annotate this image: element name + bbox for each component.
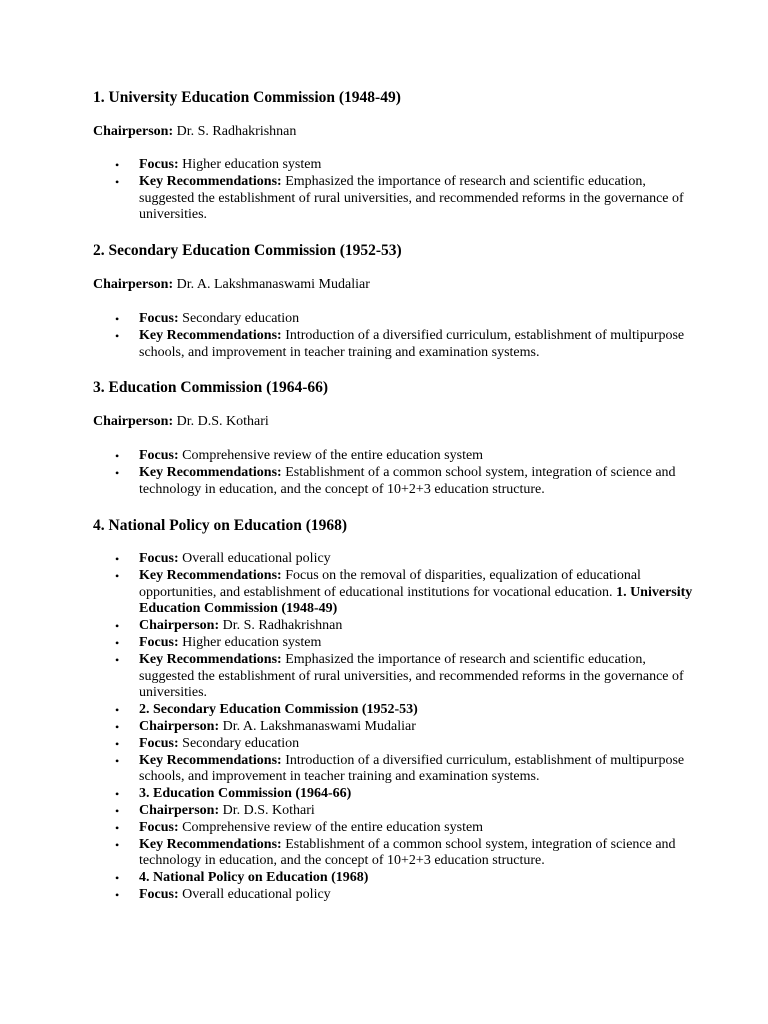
item-text: Dr. S. Radhakrishnan <box>219 618 343 634</box>
chairperson-label: Chairperson: <box>93 277 174 292</box>
bullet-icon: • <box>115 552 120 566</box>
item-label: 2. Secondary Education Commission (1952-53) <box>139 702 418 718</box>
bullet-icon: • <box>115 837 120 852</box>
list-item <box>93 465 693 499</box>
list-item <box>93 702 693 719</box>
bullet-icon: • <box>115 753 120 768</box>
item-text: Secondary education <box>178 311 300 326</box>
item-text: Overall educational policy <box>178 886 331 902</box>
list-item <box>93 328 693 362</box>
item-label: Key Recommendations: <box>139 651 282 667</box>
item-label: Key Recommendations: <box>139 173 282 189</box>
bullet-icon: • <box>115 449 120 463</box>
list-item <box>93 820 693 837</box>
item-label: Focus: <box>139 551 179 566</box>
bullet-icon: • <box>115 803 120 818</box>
item-text: Secondary education <box>178 735 300 751</box>
item-text: Dr. D.S. Kothari <box>219 802 315 818</box>
chairperson-value: Dr. A. Lakshmanaswami Mudaliar <box>173 277 370 292</box>
bullet-icon: • <box>115 871 120 886</box>
bullet-icon: • <box>115 736 120 751</box>
item-label: Key Recommendations: <box>139 327 282 343</box>
item-text: Comprehensive review of the entire education system <box>178 448 484 463</box>
list-item <box>93 753 693 787</box>
section-education-commission <box>93 378 693 497</box>
item-text: Establishment of a common school system, integration of science and technology in education, and the concept of 10+2+3 education structure. <box>139 836 676 869</box>
list-item <box>93 736 693 753</box>
list-item <box>93 870 693 887</box>
bullet-icon: • <box>115 312 120 326</box>
list-item <box>93 551 693 568</box>
bullet-list <box>93 448 693 498</box>
section-heading: 2. Secondary Education Commission (1952-53) <box>93 242 402 259</box>
item-label: Key Recommendations: <box>139 836 282 852</box>
bullet-list <box>93 157 693 224</box>
item-label: Focus: <box>139 735 179 751</box>
section-heading: 1. University Education Commission (1948-49) <box>93 89 401 106</box>
item-label: Chairperson: <box>139 718 220 734</box>
item-label: Focus: <box>139 819 179 835</box>
section-heading: 4. National Policy on Education (1968) <box>93 517 348 534</box>
bullet-icon: • <box>115 787 120 802</box>
item-text: Introduction of a diversified curriculum, establishment of multipurpose schools, and improvement in teacher training and examination systems. <box>139 327 685 360</box>
item-label: Key Recommendations: <box>139 567 282 583</box>
chairperson-label: Chairperson: <box>93 414 174 429</box>
list-item <box>93 887 693 904</box>
item-text: Emphasized the importance of research and scientific education, suggested the establishment of rural universities, and recommended reforms in the governance of universities. <box>139 173 684 223</box>
item-label: 4. National Policy on Education (1968) <box>139 870 369 886</box>
bullet-icon: • <box>115 328 120 343</box>
section-secondary-commission <box>93 241 693 360</box>
list-item <box>93 311 693 328</box>
item-text: Higher education system <box>178 634 322 650</box>
item-label: Focus: <box>139 634 179 650</box>
chairperson-line <box>93 123 296 140</box>
bullet-icon: • <box>115 174 120 189</box>
item-label: Chairperson: <box>139 802 220 818</box>
list-item <box>93 635 693 652</box>
bullet-icon: • <box>115 703 120 718</box>
item-label: 3. Education Commission (1964-66) <box>139 786 352 802</box>
bullet-list <box>93 311 693 361</box>
item-label: Focus: <box>139 157 179 172</box>
item-label: Key Recommendations: <box>139 464 282 480</box>
list-item <box>93 837 693 871</box>
bullet-icon: • <box>115 820 120 835</box>
list-item <box>93 618 693 635</box>
list-item <box>93 652 693 702</box>
chairperson-line <box>93 413 269 430</box>
list-item <box>93 448 693 465</box>
item-text: Overall educational policy <box>178 551 331 566</box>
section-university-commission <box>93 88 693 223</box>
item-label: Focus: <box>139 886 179 902</box>
bullet-icon: • <box>115 158 120 172</box>
list-item <box>93 719 693 736</box>
item-text: Dr. A. Lakshmanaswami Mudaliar <box>219 718 416 734</box>
list-item <box>93 174 693 224</box>
item-text: Higher education system <box>178 157 322 172</box>
bullet-icon: • <box>115 719 120 734</box>
chairperson-value: Dr. D.S. Kothari <box>173 414 269 429</box>
bullet-icon: • <box>115 619 120 634</box>
chairperson-value: Dr. S. Radhakrishnan <box>173 124 297 139</box>
list-item <box>93 786 693 803</box>
bullet-icon: • <box>115 652 120 667</box>
bullet-list <box>93 551 693 904</box>
list-item <box>93 803 693 820</box>
item-label: Chairperson: <box>139 618 220 634</box>
chairperson-line <box>93 276 370 293</box>
section-national-policy <box>93 516 693 902</box>
item-text: Introduction of a diversified curriculum, establishment of multipurpose schools, and improvement in teacher training and examination systems. <box>139 752 685 785</box>
item-label: Focus: <box>139 448 179 463</box>
bullet-icon: • <box>115 635 120 650</box>
bullet-icon: • <box>115 568 120 583</box>
item-text: Focus on the removal of disparities, equalization of educational opportunities, and establishment of educational institutions for vocational education. <box>139 567 641 600</box>
item-tail-heading: 1. University Education Commission (1948-49) <box>139 584 693 617</box>
item-label: Focus: <box>139 311 179 326</box>
section-heading: 3. Education Commission (1964-66) <box>93 379 329 396</box>
bullet-icon: • <box>115 465 120 480</box>
item-text: Emphasized the importance of research and scientific education, suggested the establishment of rural universities, and recommended reforms in the governance of universities. <box>139 651 684 701</box>
list-item <box>93 568 693 618</box>
item-text: Comprehensive review of the entire education system <box>178 819 484 835</box>
item-label: Key Recommendations: <box>139 752 282 768</box>
item-text: Establishment of a common school system, integration of science and technology in education, and the concept of 10+2+3 education structure. <box>139 464 676 497</box>
bullet-icon: • <box>115 887 120 902</box>
list-item <box>93 157 693 174</box>
chairperson-label: Chairperson: <box>93 124 174 139</box>
